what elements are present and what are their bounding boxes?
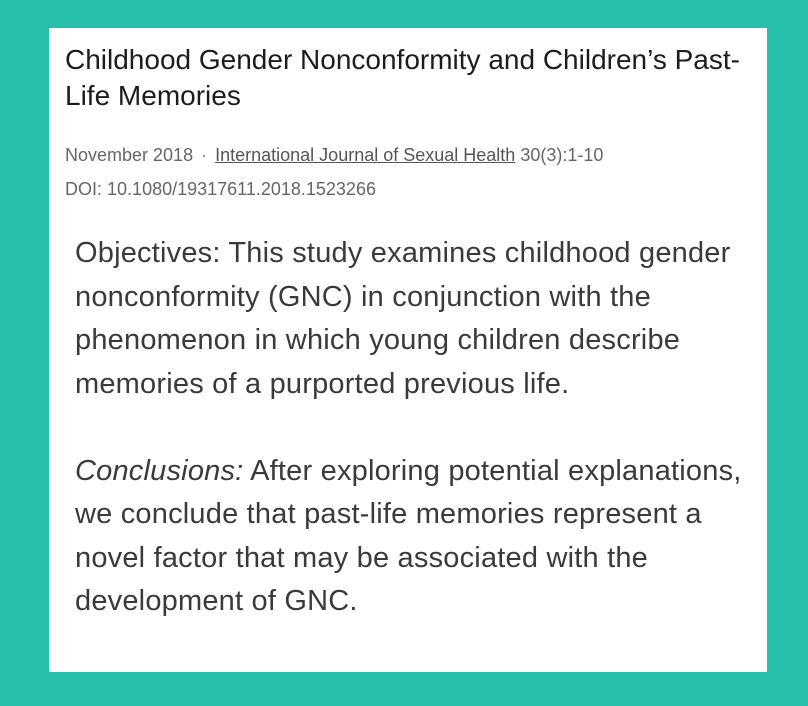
publication-date: November 2018 [65,145,194,165]
abstract-excerpt [75,232,765,624]
conclusions-paragraph [75,450,765,624]
volume-issue-pages: 30(3):1-10 [520,145,604,165]
objectives-paragraph [75,232,765,406]
doi-label: DOI: [65,179,103,199]
objectives-label: Objectives: [75,237,221,269]
paper-title: Childhood Gender Nonconformity and Children’s Past-Life Memories [65,44,740,111]
doi-line [65,178,376,200]
objectives-text: This study examines childhood gender nonconformity (GNC) in conjunction with the phenomenon in which young children describe memories of a purported previous life. [75,237,731,400]
publication-meta [65,144,603,166]
conclusions-label: Conclusions: [75,454,244,487]
publication-card [49,28,767,672]
conclusions-text: After exploring potential explanations, we conclude that past-life memories represent a novel factor that may be associated with the development of GNC. [75,454,742,617]
journal-link[interactable]: International Journal of Sexual Health [215,145,516,165]
doi-value: 10.1080/19317611.2018.1523266 [107,179,376,199]
meta-separator: · [201,145,208,165]
paragraph-gap [75,406,765,450]
